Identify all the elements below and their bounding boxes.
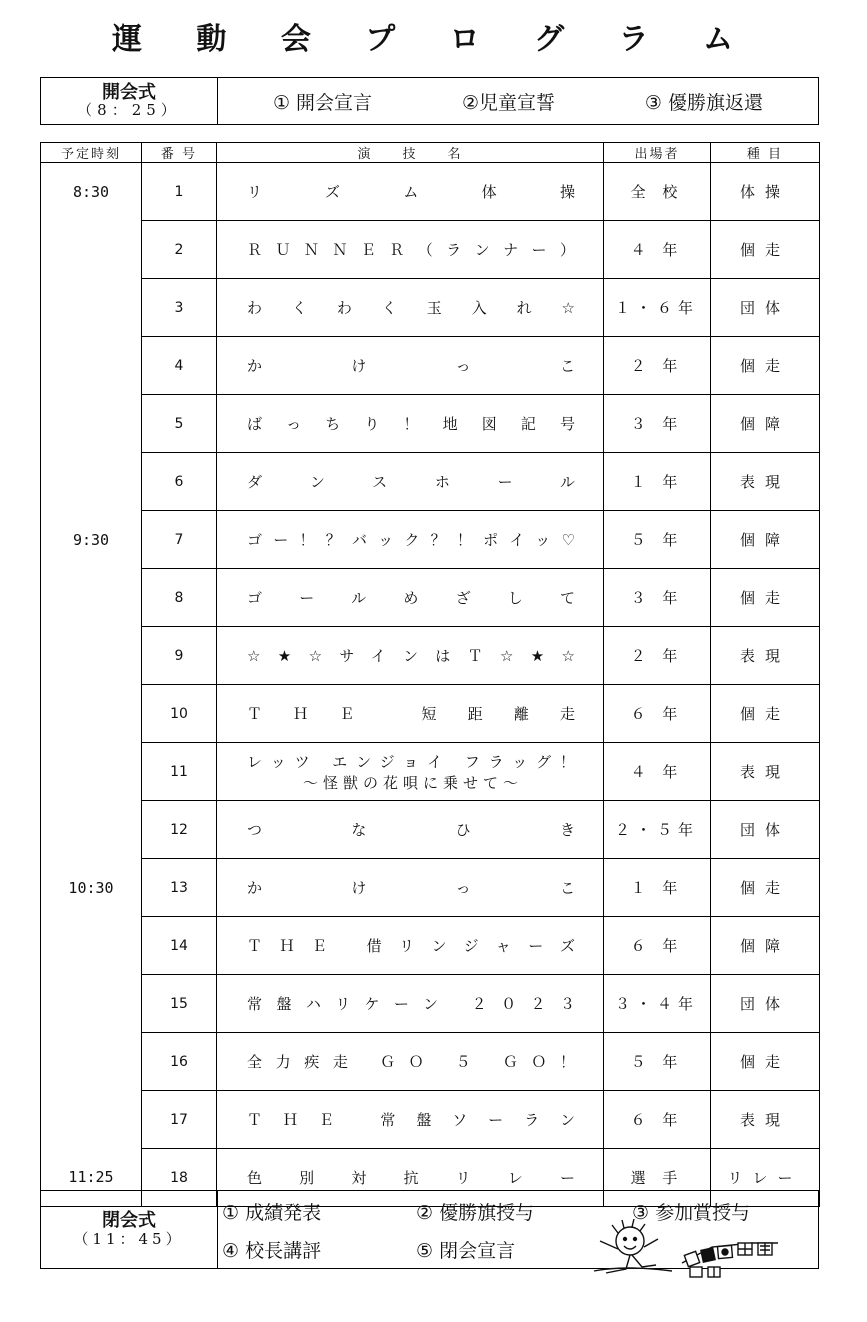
event-name: ゴールめざして [247, 589, 579, 607]
closing-item: ⑤ 閉会宣言 [416, 1240, 516, 1262]
number-cell: 3 [142, 279, 217, 337]
event-name: ダンスホール [247, 473, 579, 491]
time-cell [41, 685, 142, 743]
table-row [41, 1091, 820, 1149]
header-number: 番 号 [142, 143, 217, 163]
category-cell: 個走 [711, 221, 820, 279]
time-cell [41, 627, 142, 685]
table-row [41, 859, 820, 917]
time-cell [41, 279, 142, 337]
performers-cell: ２ 年 [604, 337, 711, 395]
category-cell: 団体 [711, 801, 820, 859]
table-row [41, 801, 820, 859]
number-cell: 4 [142, 337, 217, 395]
time-cell [41, 1091, 142, 1149]
performers-cell: ４ 年 [604, 743, 711, 801]
performers-cell: 選 手 [604, 1149, 711, 1207]
program-title: 運 動 会 プ ロ グ ラ ム [111, 22, 756, 57]
category-cell: 個走 [711, 685, 820, 743]
time-cell: 11:25 [41, 1149, 142, 1207]
performers-cell: ５ 年 [604, 511, 711, 569]
performers-cell: ６ 年 [604, 917, 711, 975]
category-cell: 個走 [711, 859, 820, 917]
number-cell: 10 [142, 685, 217, 743]
event-name-cell [217, 569, 604, 627]
event-name-cell [217, 221, 604, 279]
event-name-cell [217, 337, 604, 395]
performers-cell: ２・５年 [604, 801, 711, 859]
table-row [41, 685, 820, 743]
event-name-cell [217, 1091, 604, 1149]
event-name-cell [217, 511, 604, 569]
performers-cell: ２ 年 [604, 627, 711, 685]
event-name: ＴＨＥ 短距離走 [247, 705, 579, 723]
performers-cell: ３ 年 [604, 395, 711, 453]
opening-item: ③ 優勝旗返還 [644, 91, 763, 114]
number-cell: 7 [142, 511, 217, 569]
table-row [41, 917, 820, 975]
category-cell: 表現 [711, 1091, 820, 1149]
opening-ceremony-box [40, 77, 819, 125]
category-cell: 団体 [711, 279, 820, 337]
time-cell [41, 1033, 142, 1091]
category-cell: 体操 [711, 163, 820, 221]
performers-cell: ５ 年 [604, 1033, 711, 1091]
table-header-row [41, 143, 820, 163]
table-row [41, 975, 820, 1033]
closing-ceremony-box [40, 1190, 819, 1269]
event-name: レッツ エンジョイ フラッグ！ [247, 752, 579, 771]
category-cell: 個走 [711, 569, 820, 627]
event-name: 色別対抗リレー [247, 1169, 579, 1187]
opening-label: 開会式 [102, 81, 156, 103]
performers-cell: 全 校 [604, 163, 711, 221]
event-name-cell [217, 453, 604, 511]
event-name: ＴＨＥ 常盤ソーラン [247, 1111, 579, 1129]
number-cell: 15 [142, 975, 217, 1033]
category-cell: 個障 [711, 917, 820, 975]
performers-cell: ３・４年 [604, 975, 711, 1033]
event-name: ☆★☆サインはＴ☆★☆ [247, 647, 579, 665]
number-cell: 12 [142, 801, 217, 859]
opening-label-cell [41, 78, 218, 124]
event-name: ゴー！？バック？！ポイッ♡ [247, 531, 579, 549]
closing-items [218, 1191, 818, 1268]
number-cell: 16 [142, 1033, 217, 1091]
closing-label-cell [41, 1191, 218, 1268]
time-cell [41, 569, 142, 627]
table-row [41, 627, 820, 685]
closing-item: ③ 参加賞授与 [632, 1202, 751, 1224]
event-name-cell [217, 279, 604, 337]
header-performers: 出場者 [604, 143, 711, 163]
time-cell [41, 743, 142, 801]
closing-item: ④ 校長講評 [222, 1240, 322, 1262]
mascot-flags-illustration [590, 1219, 780, 1279]
event-name: かけっこ [247, 879, 579, 897]
category-cell: 個走 [711, 337, 820, 395]
closing-label: 閉会式 [102, 1209, 156, 1231]
number-cell: 11 [142, 743, 217, 801]
time-cell [41, 221, 142, 279]
table-row [41, 511, 820, 569]
event-name-cell [217, 801, 604, 859]
opening-time: （8：25） [77, 100, 181, 119]
performers-cell: ４ 年 [604, 221, 711, 279]
event-name-cell [217, 685, 604, 743]
event-name-cell [217, 395, 604, 453]
event-name: つなひき [247, 821, 579, 839]
event-name-cell [217, 975, 604, 1033]
category-cell: リレー [711, 1149, 820, 1207]
category-cell: 個障 [711, 395, 820, 453]
event-name: ばっちり！地図記号 [247, 415, 579, 433]
event-name: 全力疾走 ＧＯ ５ ＧＯ！ [247, 1053, 579, 1071]
header-time: 予定時刻 [41, 143, 142, 163]
time-cell [41, 917, 142, 975]
table-row [41, 337, 820, 395]
table-row [41, 569, 820, 627]
event-name: かけっこ [247, 357, 579, 375]
event-name: 常盤ハリケーン ２０２３ [247, 995, 579, 1013]
number-cell: 1 [142, 163, 217, 221]
event-name-cell [217, 627, 604, 685]
table-row [41, 743, 820, 801]
event-name-cell [217, 1033, 604, 1091]
table-row [41, 395, 820, 453]
performers-cell: １ 年 [604, 859, 711, 917]
number-cell: 5 [142, 395, 217, 453]
event-name-cell [217, 917, 604, 975]
program-rows [41, 163, 820, 1207]
performers-cell: ６ 年 [604, 685, 711, 743]
category-cell: 表現 [711, 743, 820, 801]
table-row [41, 279, 820, 337]
time-cell: 8:30 [41, 163, 142, 221]
time-cell [41, 453, 142, 511]
table-row [41, 163, 820, 221]
number-cell: 6 [142, 453, 217, 511]
event-name: ＴＨＥ 借リンジャーズ [247, 937, 579, 955]
time-cell [41, 395, 142, 453]
opening-items [218, 78, 818, 124]
number-cell: 14 [142, 917, 217, 975]
program-table [40, 142, 820, 1207]
table-row [41, 1033, 820, 1091]
category-cell: 個障 [711, 511, 820, 569]
event-name-cell [217, 859, 604, 917]
event-name: わくわく玉入れ☆ [247, 299, 579, 317]
closing-time: （11：45） [73, 1230, 185, 1249]
closing-item: ② 優勝旗授与 [416, 1202, 535, 1224]
time-cell [41, 337, 142, 395]
category-cell: 表現 [711, 627, 820, 685]
performers-cell: ６ 年 [604, 1091, 711, 1149]
time-cell: 9:30 [41, 511, 142, 569]
opening-item: ②児童宣誓 [461, 91, 555, 114]
number-cell: 2 [142, 221, 217, 279]
category-cell: 個走 [711, 1033, 820, 1091]
number-cell: 9 [142, 627, 217, 685]
header-category: 種 目 [711, 143, 820, 163]
header-event: 演 技 名 [217, 143, 604, 163]
time-cell [41, 975, 142, 1033]
event-name-cell [217, 163, 604, 221]
event-name-cell [217, 743, 604, 801]
time-cell: 10:30 [41, 859, 142, 917]
opening-item: ① 開会宣言 [272, 91, 373, 114]
table-row [41, 221, 820, 279]
category-cell: 表現 [711, 453, 820, 511]
closing-item: ① 成績発表 [222, 1202, 322, 1224]
event-subtitle: ～怪獣の花唄に乗せて～ [302, 773, 523, 792]
event-name: ＲＵＮＮＥＲ（ランナー） [247, 241, 579, 259]
performers-cell: １・６年 [604, 279, 711, 337]
number-cell: 13 [142, 859, 217, 917]
number-cell: 17 [142, 1091, 217, 1149]
performers-cell: １ 年 [604, 453, 711, 511]
time-cell [41, 801, 142, 859]
number-cell: 8 [142, 569, 217, 627]
number-cell: 18 [142, 1149, 217, 1207]
category-cell: 団体 [711, 975, 820, 1033]
table-row [41, 453, 820, 511]
event-name: リズム体操 [247, 183, 579, 201]
performers-cell: ３ 年 [604, 569, 711, 627]
